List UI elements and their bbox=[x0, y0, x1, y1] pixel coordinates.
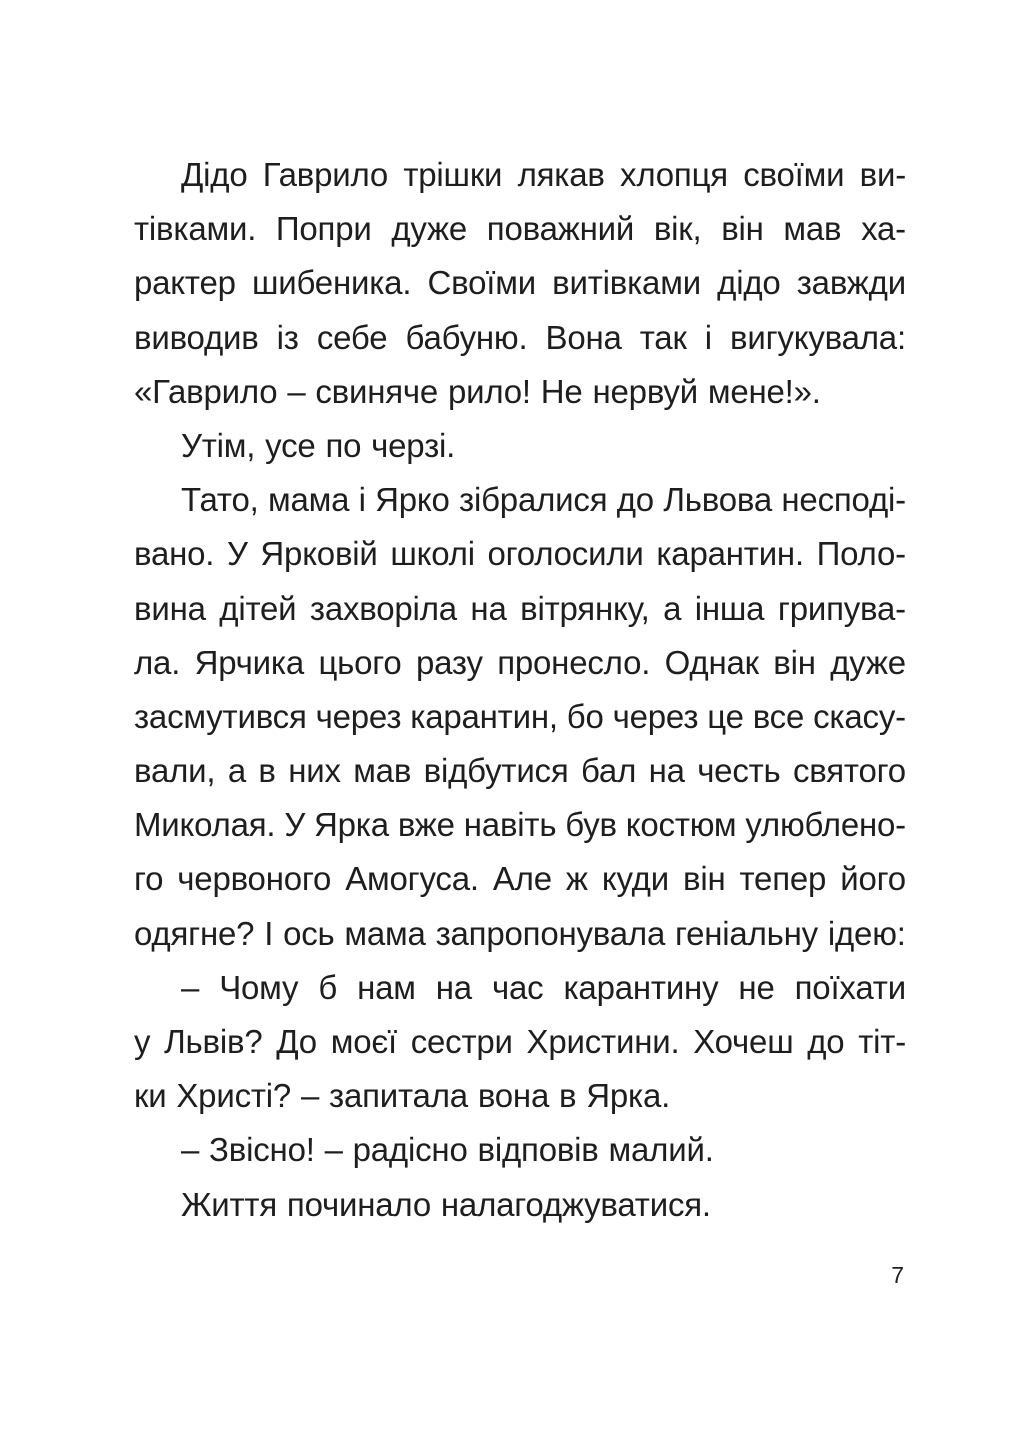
text-line: одягне? І ось мама запропонувала геніальну ідею: bbox=[134, 914, 906, 952]
text-line: ки Христі? – запитала вона в Ярка. bbox=[134, 1077, 671, 1115]
text-line: вина дітей захворіла на вітрянку, а інша грипува- bbox=[134, 589, 906, 627]
paragraph bbox=[134, 961, 906, 1124]
text-line: рактер шибеника. Своїми витівками дідо завжди bbox=[134, 264, 906, 302]
text-line: ла. Ярчика цього разу пронесло. Однак він дуже bbox=[134, 643, 906, 681]
text-line: – Чому б нам на час карантину не поїхати bbox=[181, 968, 906, 1006]
paragraph bbox=[134, 148, 906, 419]
text-line: у Львів? До моєї сестри Христини. Хочеш до тіт- bbox=[134, 1023, 906, 1060]
paragraph bbox=[134, 419, 906, 473]
text-line: Миколая. У Ярка вже навіть був костюм улюблено- bbox=[134, 806, 906, 844]
text-line: Тато, мама і Ярко зібралися до Львова несподі- bbox=[181, 481, 906, 519]
text-line: засмутився через карантин, бо через це все скасу- bbox=[134, 697, 906, 735]
text-line: вали, а в них мав відбутися бал на честь святого bbox=[134, 752, 906, 790]
paragraph bbox=[134, 473, 906, 961]
text-line: – Звісно! – радісно відповів малий. bbox=[181, 1131, 714, 1169]
text-line: «Гаврило – свиняче рило! Не нервуй мене!». bbox=[134, 372, 821, 410]
text-line: тівками. Попри дуже поважний вік, він мав ха- bbox=[134, 210, 906, 248]
text-line: го червоного Амогуса. Але ж куди він тепер його bbox=[134, 860, 906, 898]
text-line: Дідо Гаврило трішки лякав хлопця своїми ви- bbox=[181, 156, 906, 193]
body-text bbox=[134, 148, 906, 1232]
text-line: Утім, усе по черзі. bbox=[181, 426, 456, 464]
text-line: виводив із себе бабуню. Вона так і вигукувала: bbox=[134, 318, 906, 356]
text-line: вано. У Ярковій школі оголосили карантин. Поло- bbox=[134, 535, 906, 573]
text-line: Життя починало налагоджуватися. bbox=[181, 1185, 711, 1223]
paragraph bbox=[134, 1178, 906, 1232]
paragraph bbox=[134, 1123, 906, 1177]
page-number: 7 bbox=[891, 1262, 904, 1288]
